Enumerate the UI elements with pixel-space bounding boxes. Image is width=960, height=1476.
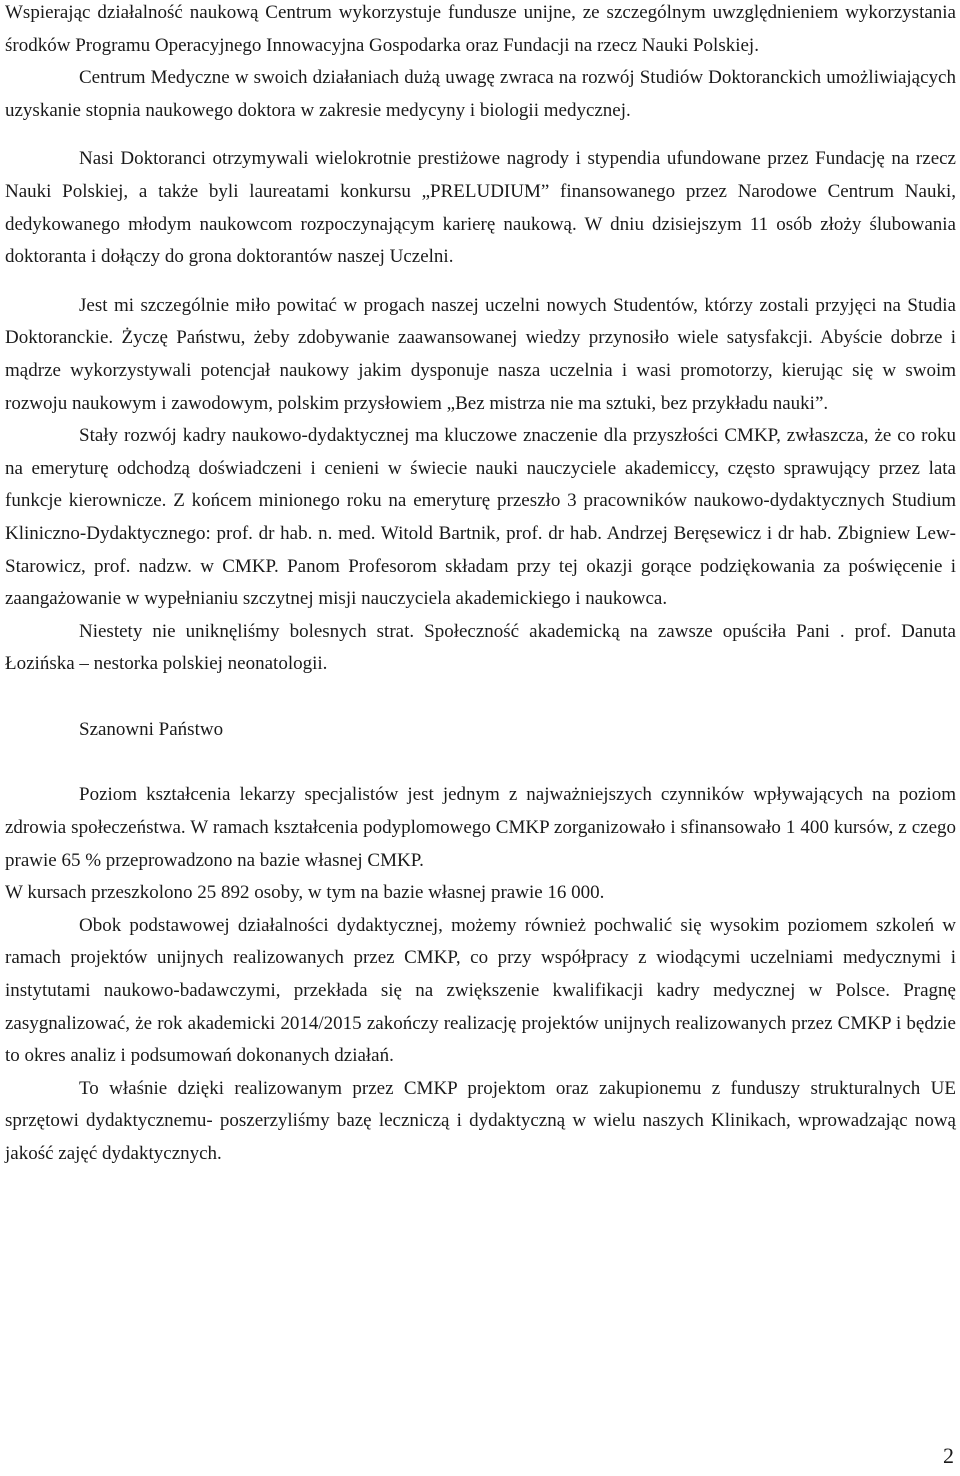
paragraph: Stały rozwój kadry naukowo-dydaktycznej ma kluczowe znaczenie dla przyszłości CMKP, zwłaszcza, że co roku na emeryturę odchodzą doświadczeni i cenieni w świecie nauki nauczyciele akademiccy, często sprawujący przez lata funkcje kierownicze. Z końcem minionego roku na emeryturę przeszło 3 pracowników naukowo-dydaktycznych Studium Kliniczno-Dydaktycznego: prof. dr hab. n. med. Witold Bartnik, prof. dr hab. Andrzej Beręsewicz i dr hab. Zbigniew Lew-Starowicz, prof. nadzw. w CMKP. Panom Profesorom składam przy tej okazji gorące podziękowania za poświęcenie i zaangażowanie w wypełnianiu szczytnej misji nauczyciela akademickiego i naukowca. (5, 425, 956, 610)
paragraph: To właśnie dzięki realizowanym przez CMKP projektom oraz zakupionemu z funduszy strukturalnych UE sprzętowi dydaktycznemu- poszerzyliśmy bazę leczniczą i dydaktyczną w wielu naszych Klinikach, wprowadzając nową jakość zajęć dydaktycznych. (5, 1077, 956, 1164)
paragraph: Obok podstawowej działalności dydaktycznej, możemy również pochwalić się wysokim poziomem szkoleń w ramach projektów unijnych realizowanych przez CMKP, co przy współpracy z wiodącymi uczelniami medycznymi i instytutami naukowo-badawczymi, przekłada się na zwiększenie kwalifikacji kadry medycznej w Polsce. Pragnę zasygnalizować, że rok akademicki 2014/2015 zakończy realizację projektów unijnych realizowanych przez CMKP i będzie to okres analiz i podsumowań dokonanych działań. (5, 914, 956, 1067)
paragraph: Niestety nie uniknęliśmy bolesnych strat. Społeczność akademicką na zawsze opuściła Pani . prof. Danuta Łozińska – nestorka polskiej neonatologii. (5, 620, 956, 675)
page-number: 2 (943, 1443, 954, 1468)
paragraph: Nasi Doktoranci otrzymywali wielokrotnie prestiżowe nagrody i stypendia ufundowane przez Fundację na rzecz Nauki Polskiej, a także byli laureatami konkursu „PRELUDIUM” finansowanego przez Narodowe Centrum Nauki, dedykowanego młodym naukowcom rozpoczynającym karierę naukową. W dniu dzisiejszym 11 osób złoży ślubowania doktoranta i dołączy do grona doktorantów naszej Uczelni. (5, 148, 956, 268)
paragraph: Wspierając działalność naukową Centrum wykorzystuje fundusze unijne, ze szczególnym uwzględnieniem wykorzystania środków Programu Operacyjnego Innowacyjna Gospodarka oraz Fundacji na rzecz Nauki Polskiej. (5, 2, 956, 56)
paragraph: W kursach przeszkolono 25 892 osoby, w tym na bazie własnej prawie 16 000. (5, 882, 605, 904)
paragraph: Jest mi szczególnie miło powitać w progach naszej uczelni nowych Studentów, którzy zostali przyjęci na Studia Doktoranckie. Życzę Państwu, żeby zdobywanie zaawansowanej wiedzy przynosiło wiele satysfakcji. Abyście dobrze i mądrze wykorzystywali potencjał naukowy jakim dysponuje nasza uczelnia i wasi promotorzy, kierując się w swoim rozwoju naukowym i zawodowym, polskim przysłowiem „Bez mistrza nie ma sztuki, bez przykładu nauki”. (5, 294, 956, 414)
paragraph: Poziom kształcenia lekarzy specjalistów jest jednym z najważniejszych czynników wpływających na poziom zdrowia społeczeństwa. W ramach kształcenia podyplomowego CMKP zorganizowało i sfinansowało 1 400 kursów, z czego prawie 65 % przeprowadzono na bazie własnej CMKP. (5, 784, 956, 871)
body-text (5, 0, 956, 1171)
salutation: Szanowni Państwo (79, 718, 224, 740)
paragraph: Centrum Medyczne w swoich działaniach dużą uwagę zwraca na rozwój Studiów Doktoranckich umożliwiających uzyskanie stopnia naukowego doktora w zakresie medycyny i biologii medycznej. (5, 67, 956, 121)
